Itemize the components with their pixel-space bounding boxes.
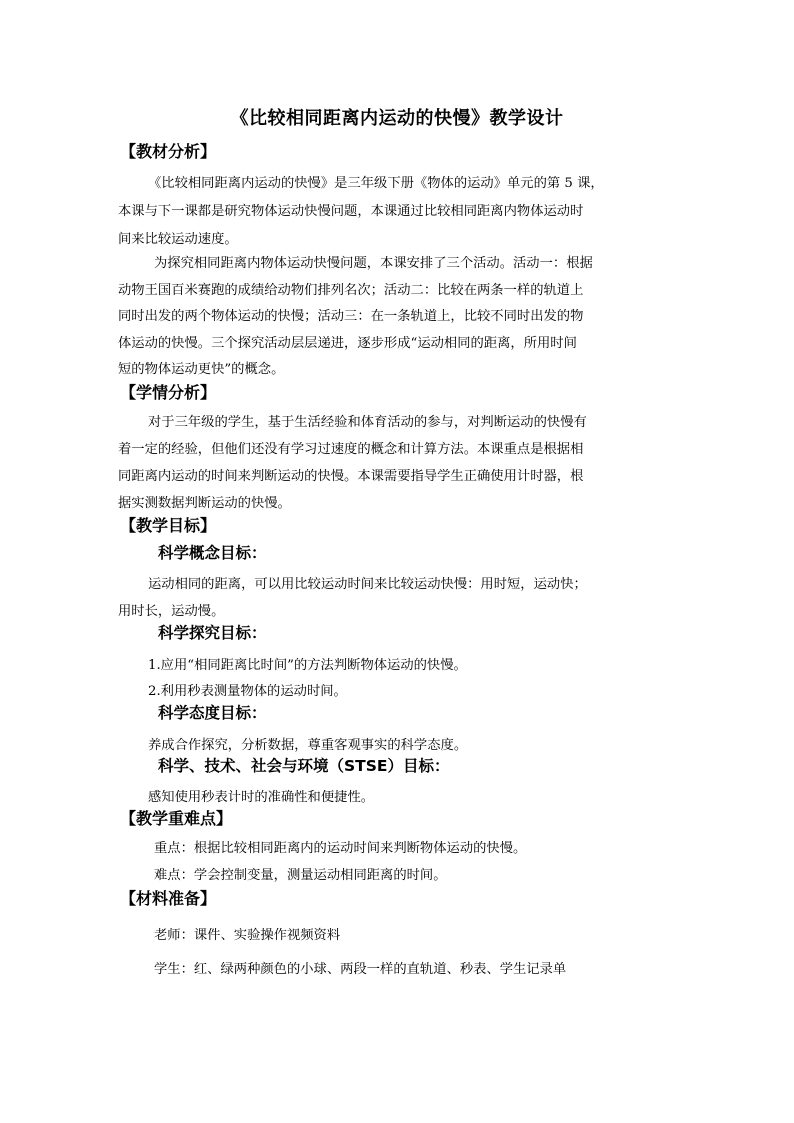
students-paragraph-line: 着一定的经验，但他们还没有学习过速度的概念和计算方法。本课重点是根据相 [118, 442, 584, 457]
textbook-paragraph-1-line: 间来比较运动速度。 [118, 232, 238, 247]
stse-objective-title: 科学、技术、社会与环境（STSE）目标： [158, 757, 450, 775]
textbook-paragraph-2-line: 短的物体运动更快”的概念。 [118, 362, 285, 377]
heading-materials: 【材料准备】 [120, 889, 217, 908]
difficult-point-text: 难点：学会控制变量，测量运动相同距离的时间。 [154, 868, 447, 883]
attitude-objective-title: 科学态度目标： [158, 704, 267, 722]
textbook-paragraph-2-line: 体运动的快慢。三个探究活动层层递进，逐步形成“运动相同的距离，所用时间 [118, 336, 577, 351]
concept-objective-title: 科学概念目标： [158, 544, 267, 562]
textbook-paragraph-2-line: 同时出发的两个物体运动的快慢；活动三：在一条轨道上，比较不同时出发的物 [118, 309, 584, 324]
textbook-paragraph-1-line: 本课与下一课都是研究物体运动快慢问题，本课通过比较相同距离内物体运动时 [118, 204, 584, 219]
inquiry-objective-title: 科学探究目标： [158, 624, 267, 642]
heading-teaching-objectives: 【教学目标】 [120, 516, 217, 535]
students-paragraph-line: 同距离内运动的时间来判断运动的快慢。本课需要指导学生正确使用计时器，根 [118, 469, 584, 484]
textbook-paragraph-2-line: 动物王国百米赛跑的成绩给动物们排列名次；活动二：比较在两条一样的轨道上 [118, 283, 584, 298]
concept-objective-text: 运动相同的距离，可以用比较运动时间来比较运动快慢：用时短，运动快； [148, 577, 587, 592]
students-paragraph-line: 对于三年级的学生，基于生活经验和体育活动的参与，对判断运动的快慢有 [148, 415, 587, 430]
stse-objective-text: 感知使用秒表计时的准确性和便捷性。 [148, 790, 375, 805]
page-title: 《比较相同距离内运动的快慢》教学设计 [230, 108, 564, 129]
attitude-objective-text: 养成合作探究，分析数据，尊重客观事实的科学态度。 [148, 738, 468, 753]
heading-key-difficult-points: 【教学重难点】 [120, 809, 233, 828]
textbook-paragraph-1-line: 《比较相同距离内运动的快慢》是三年级下册《物体的运动》单元的第 5 课， [148, 176, 604, 191]
heading-student-analysis: 【学情分析】 [120, 383, 217, 402]
teacher-materials-text: 老师：课件、实验操作视频资料 [154, 928, 341, 943]
student-materials-text: 学生：红、绿两种颜色的小球、两段一样的直轨道、秒表、学生记录单 [154, 962, 567, 977]
textbook-paragraph-2-line: 为探究相同距离内物体运动快慢问题，本课安排了三个活动。活动一：根据 [154, 256, 593, 271]
students-paragraph-line: 据实测数据判断运动的快慢。 [118, 496, 291, 511]
key-point-text: 重点：根据比较相同距离内的运动时间来判断物体运动的快慢。 [154, 841, 527, 856]
heading-textbook-analysis: 【教材分析】 [120, 142, 217, 161]
concept-objective-text: 用时长，运动慢。 [118, 604, 225, 619]
inquiry-objective-item: 2.利用秒表测量物体的运动时间。 [148, 684, 347, 699]
inquiry-objective-item: 1.应用“相同距离比时间”的方法判断物体运动的快慢。 [148, 658, 467, 673]
